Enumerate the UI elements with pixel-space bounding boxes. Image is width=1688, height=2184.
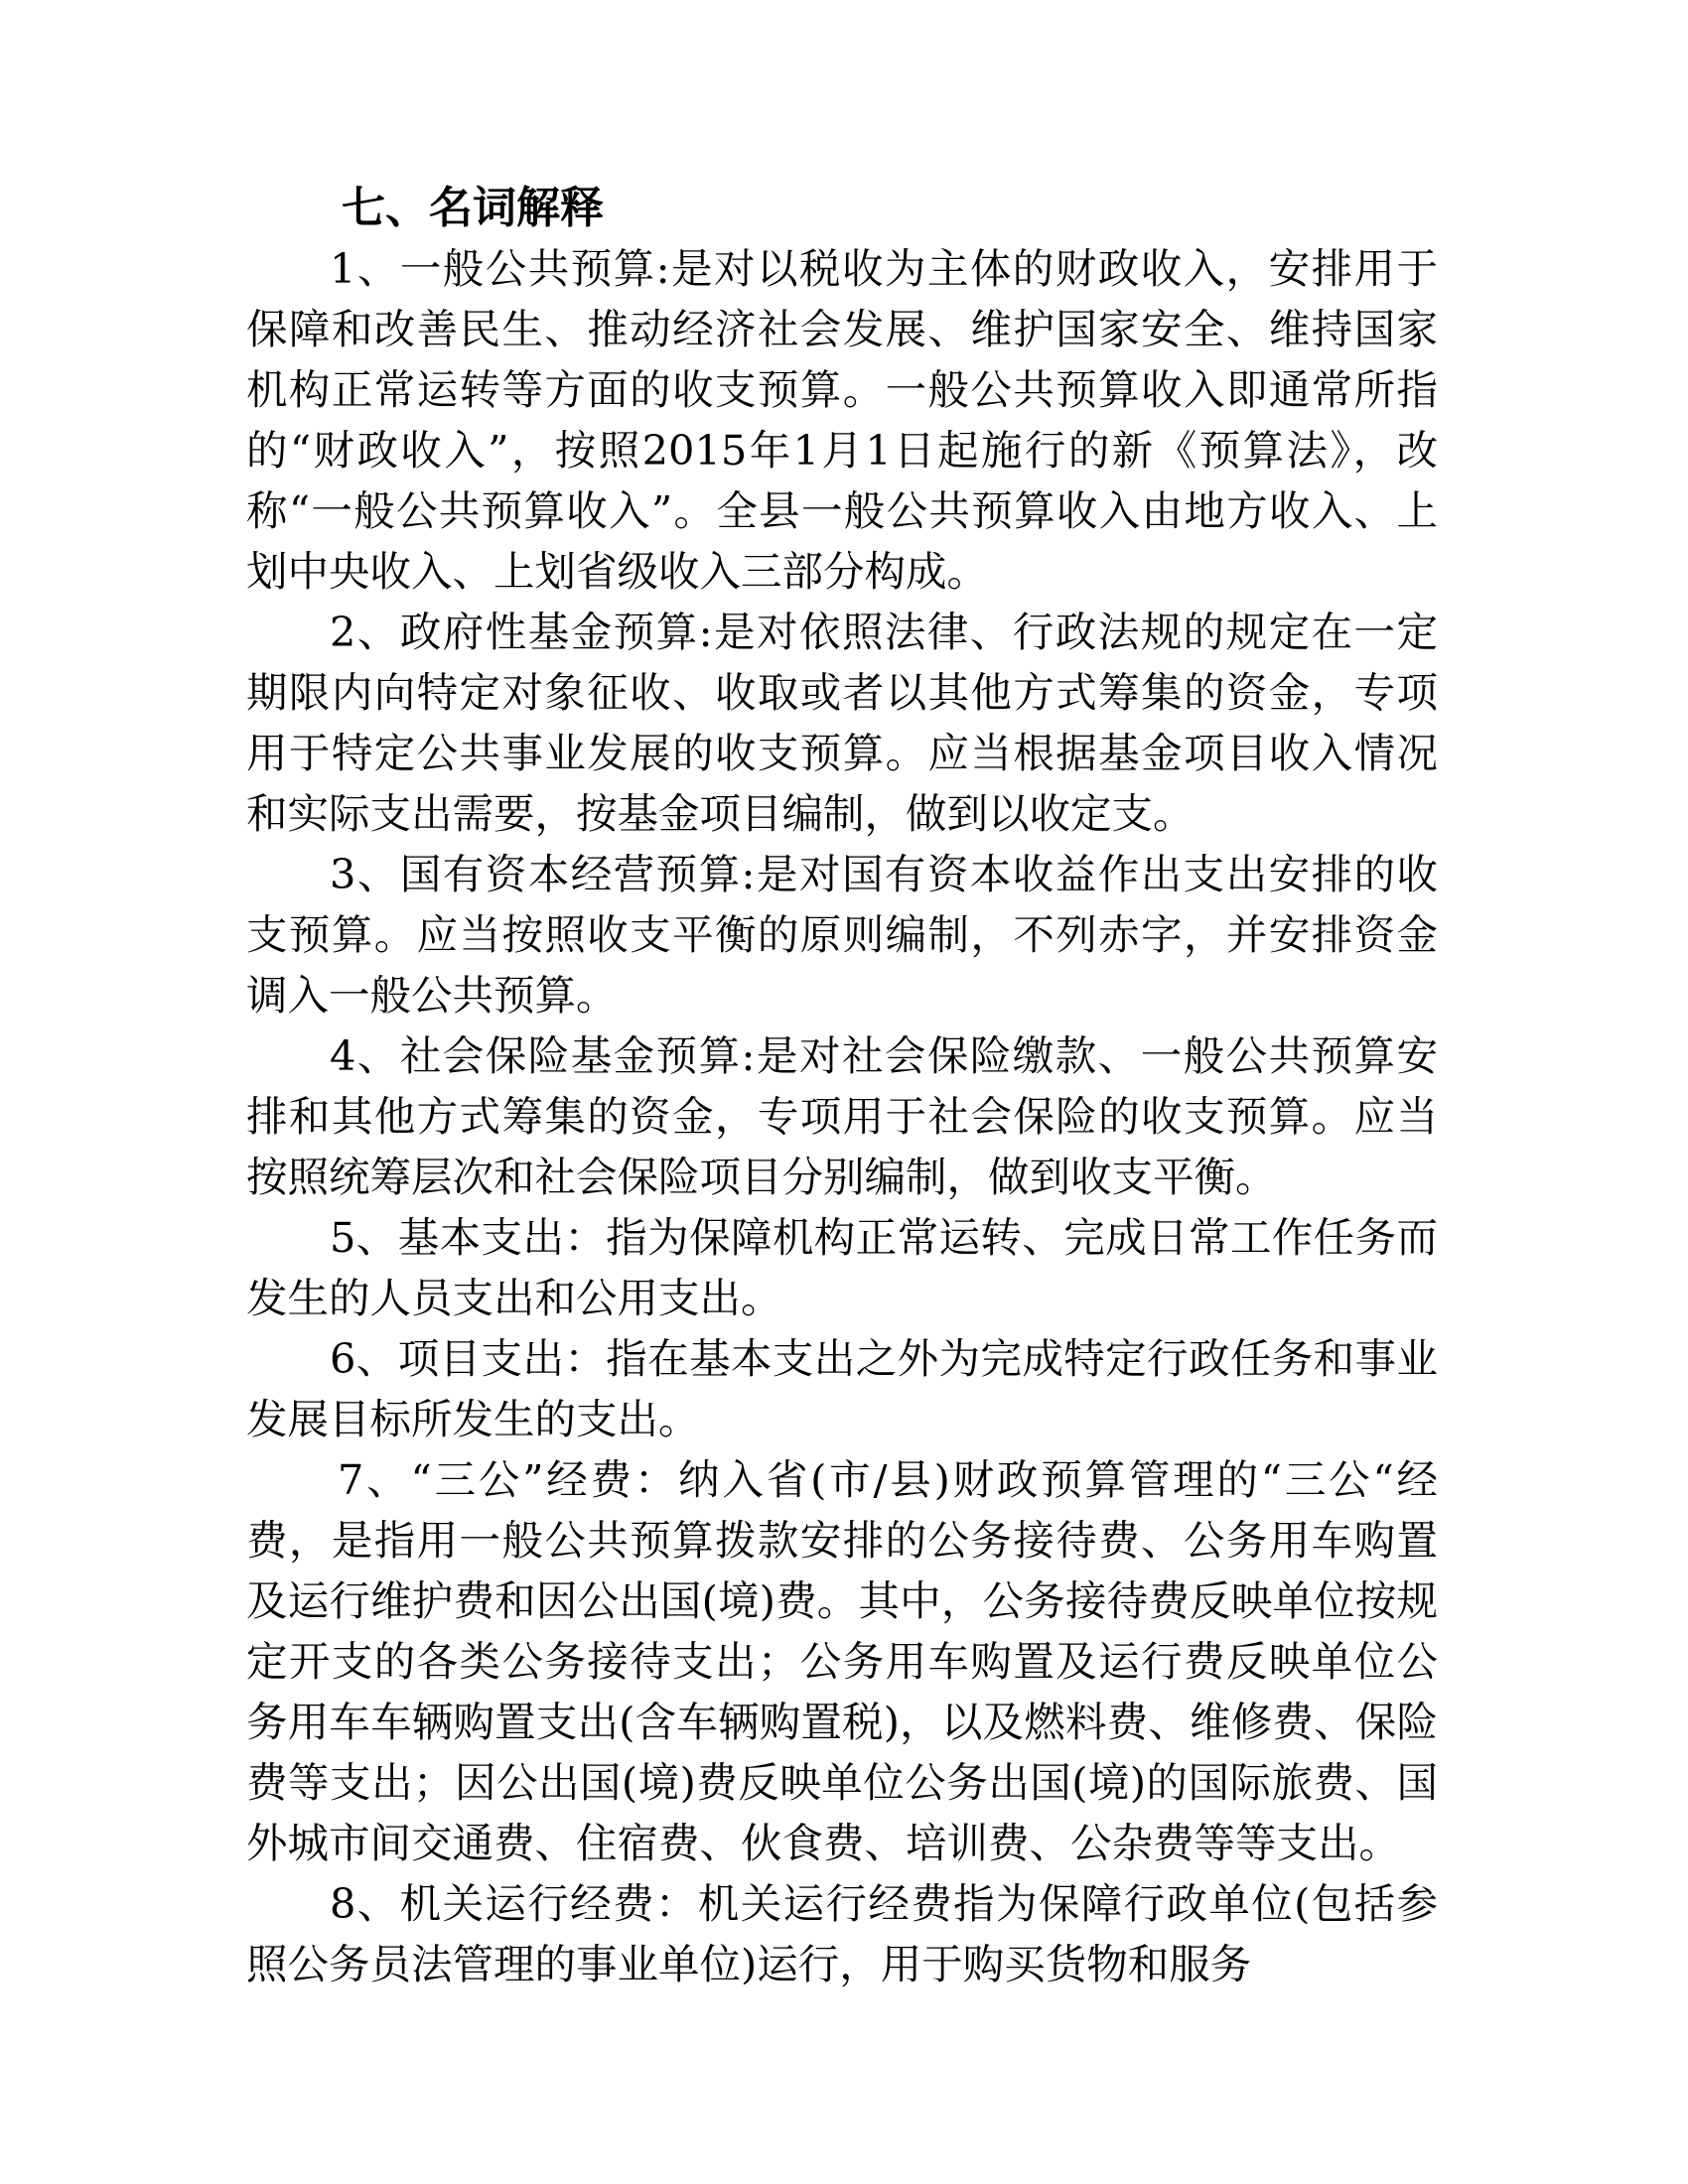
section-heading: 七、名词解释 <box>342 183 604 233</box>
definition-state-capital-budget: 3、国有资本经营预算:是对国有资本收益作出支出安排的收支预算。应当按照收支平衡的原则编制，不列赤字，并安排资金调入一般公共预算。 <box>246 850 1438 1020</box>
definition-general-public-budget: 1、一般公共预算:是对以税收为主体的财政收入，安排用于保障和改善民生、推动经济社会发展、维护国家安全、维持国家机构正常运转等方面的收支预算。一般公共预算收入即通常所指的“财政收入”，按照2015年1月1日起施行的新《预算法》，改称“一般公共预算收入”。全县一般公共预算收入由地方收入、上划中央收入、上划省级收入三部分构成。 <box>246 244 1438 596</box>
definition-project-expenditure: 6、项目支出：指在基本支出之外为完成特定行政任务和事业发展目标所发生的支出。 <box>246 1334 1438 1443</box>
document-body <box>246 179 1438 1994</box>
definition-agency-operating-expenses: 8、机关运行经费：机关运行经费指为保障行政单位(包括参照公务员法管理的事业单位)运行，用于购买货物和服务 <box>246 1879 1438 1988</box>
definition-basic-expenditure: 5、基本支出：指为保障机构正常运转、完成日常工作任务而发生的人员支出和公用支出。 <box>246 1213 1438 1322</box>
definition-social-insurance-budget: 4、社会保险基金预算:是对社会保险缴款、一般公共预算安排和其他方式筹集的资金，专项用于社会保险的收支预算。应当按照统筹层次和社会保险项目分别编制，做到收支平衡。 <box>246 1031 1438 1201</box>
definition-three-public-expenses: 7、“三公”经费：纳入省(市/县)财政预算管理的“三公“经费，是指用一般公共预算拨款安排的公务接待费、公务用车购置及运行维护费和因公出国(境)费。其中，公务接待费反映单位按规定开支的各类公务接待支出；公务用车购置及运行费反映单位公务用车车辆购置支出(含车辆购置税)，以及燃料费、维修费、保险费等支出；因公出国(境)费反映单位公务出国(境)的国际旅费、国外城市间交通费、住宿费、伙食费、培训费、公杂费等等支出。 <box>246 1455 1438 1867</box>
definition-government-fund-budget: 2、政府性基金预算:是对依照法律、行政法规的规定在一定期限内向特定对象征收、收取或者以其他方式筹集的资金，专项用于特定公共事业发展的收支预算。应当根据基金项目收入情况和实际支出需要，按基金项目编制，做到以收定支。 <box>246 608 1438 838</box>
